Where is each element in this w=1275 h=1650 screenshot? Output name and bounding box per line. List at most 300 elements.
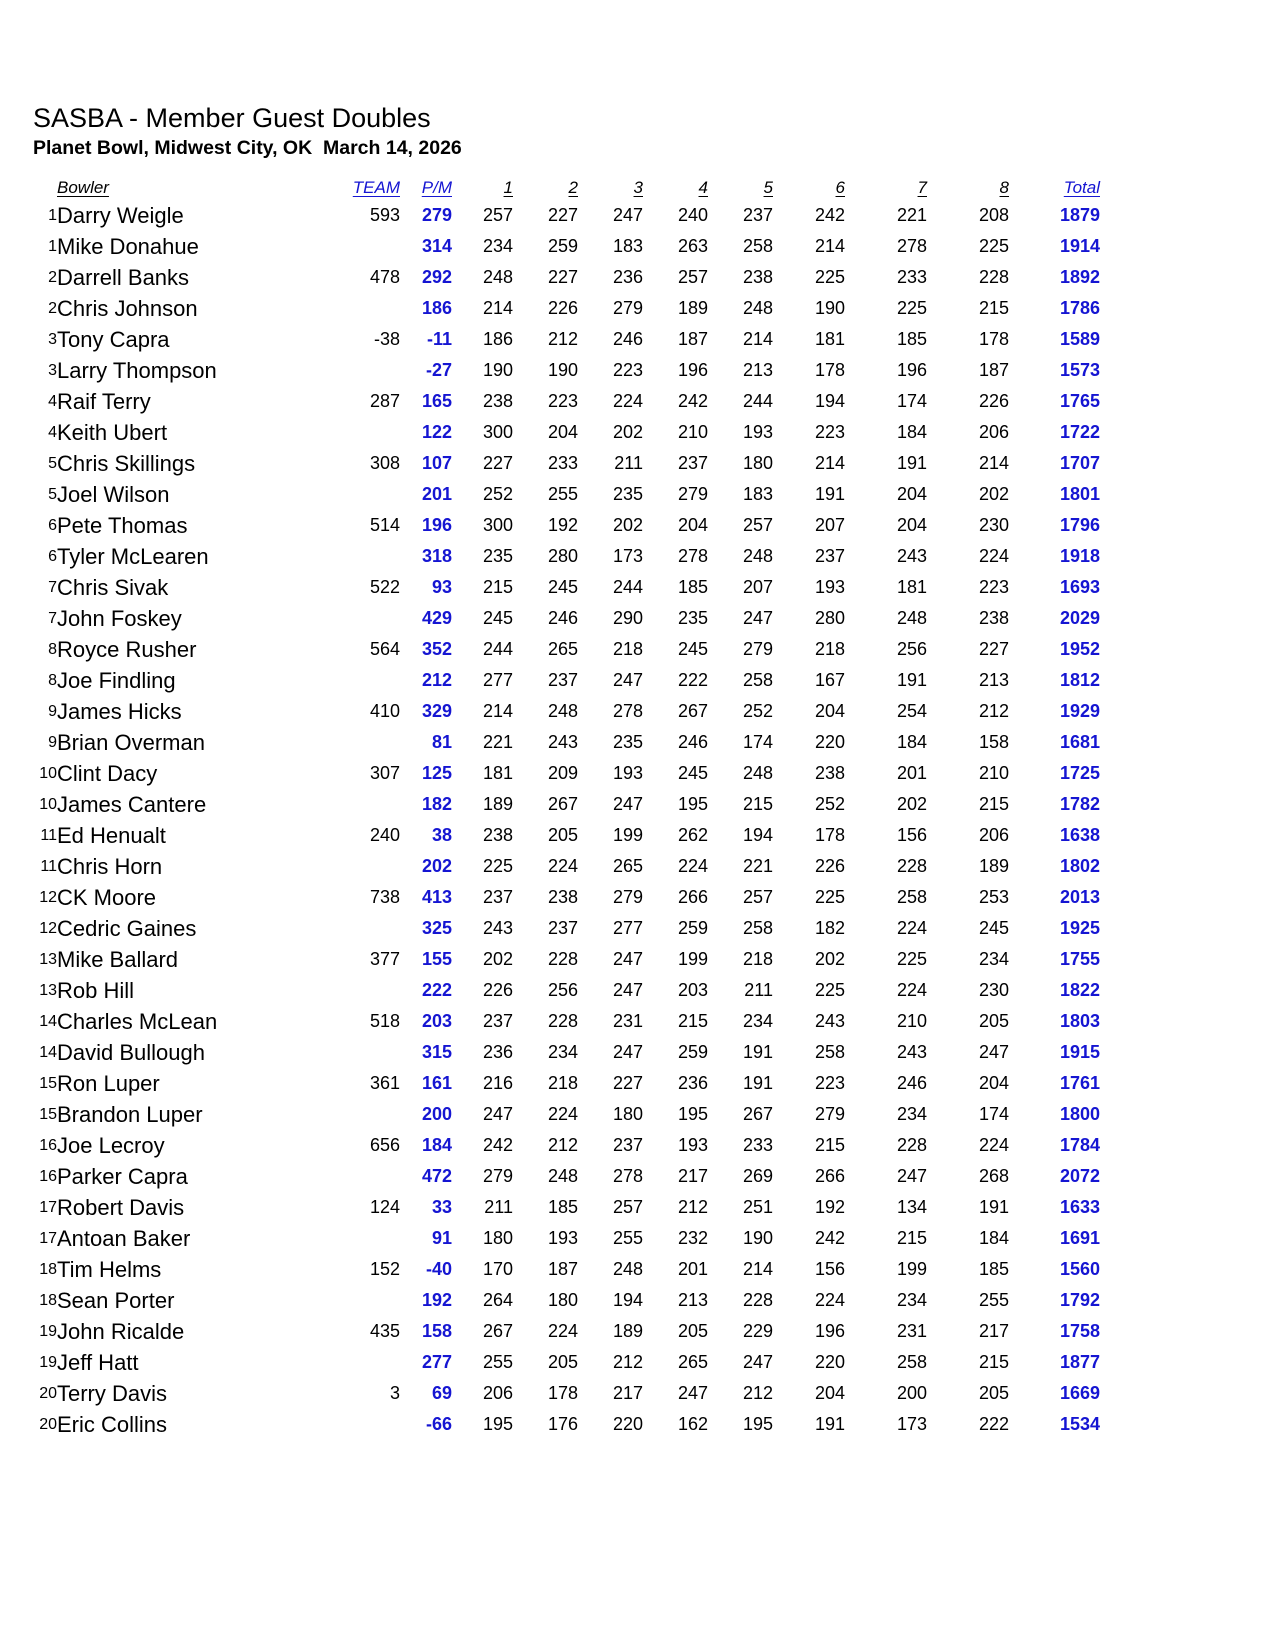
game-4-cell: 213 — [677, 1290, 708, 1310]
game-8-cell: 224 — [978, 546, 1009, 566]
pm-cell: 202 — [421, 856, 452, 876]
game-8-cell: 217 — [978, 1321, 1009, 1341]
table-row — [0, 572, 1100, 603]
game-1-cell: 238 — [482, 825, 513, 845]
game-6-cell: 214 — [814, 453, 845, 473]
bowler-name-cell: Tyler McLearen — [57, 543, 209, 569]
pm-cell: 38 — [431, 825, 452, 845]
bowler-name-cell: Joe Lecroy — [57, 1132, 165, 1158]
game-1-cell: 264 — [482, 1290, 513, 1310]
game-3-cell: 211 — [614, 453, 643, 473]
rank-cell: 1 — [48, 206, 57, 224]
game-4-cell: 267 — [677, 701, 708, 721]
table-row — [0, 1192, 1100, 1223]
game-3-cell: 247 — [612, 205, 643, 225]
table-row — [0, 262, 1100, 293]
game-1-cell: 277 — [482, 670, 513, 690]
table-row — [0, 417, 1100, 448]
game-4-cell: 222 — [677, 670, 708, 690]
total-cell: 1633 — [1059, 1197, 1100, 1217]
team-cell — [340, 727, 400, 758]
game-6-cell: 279 — [814, 1104, 845, 1124]
game-1-cell: 237 — [482, 887, 513, 907]
game-1-cell: 202 — [482, 949, 513, 969]
game-5-cell: 234 — [742, 1011, 773, 1031]
game-6-cell: 226 — [814, 856, 845, 876]
total-cell: 1812 — [1059, 670, 1100, 690]
team-cell — [340, 541, 400, 572]
game-1-cell: 267 — [482, 1321, 513, 1341]
team-cell — [340, 603, 400, 634]
game-6-cell: 266 — [814, 1166, 845, 1186]
game-3-cell: 223 — [612, 360, 643, 380]
game-6-cell: 220 — [814, 1352, 845, 1372]
table-row — [0, 541, 1100, 572]
game-5-cell: 211 — [744, 980, 773, 1000]
table-row — [0, 1409, 1100, 1440]
rank-cell: 16 — [39, 1136, 57, 1154]
game-1-cell: 227 — [482, 453, 513, 473]
game-4-cell: 235 — [677, 608, 708, 628]
bowler-name-cell: Darrell Banks — [57, 264, 190, 290]
game-1-cell: 186 — [482, 329, 513, 349]
bowler-name-cell: Chris Johnson — [57, 295, 198, 321]
table-row — [0, 727, 1100, 758]
team-cell — [340, 1161, 400, 1192]
rank-cell: 17 — [39, 1229, 57, 1247]
game-2-cell: 180 — [547, 1290, 578, 1310]
rank-cell: 18 — [39, 1260, 57, 1278]
game-1-cell: 243 — [482, 918, 513, 938]
game-1-cell: 279 — [482, 1166, 513, 1186]
rank-cell: 6 — [48, 547, 57, 565]
pm-cell: 158 — [421, 1321, 452, 1341]
game-1-cell: 216 — [482, 1073, 513, 1093]
game-1-cell: 190 — [482, 360, 513, 380]
game-3-cell: 255 — [612, 1228, 643, 1248]
game-2-cell: 280 — [547, 546, 578, 566]
game-5-cell: 191 — [742, 1073, 773, 1093]
game-5-cell: 267 — [742, 1104, 773, 1124]
game-3-cell: 278 — [612, 1166, 643, 1186]
game-4-cell: 237 — [677, 453, 708, 473]
game-5-cell: 252 — [742, 701, 773, 721]
game-8-cell: 215 — [978, 1352, 1009, 1372]
game-6-cell: 215 — [814, 1135, 845, 1155]
game-6-cell: 190 — [814, 298, 845, 318]
game-2-cell: 209 — [547, 763, 578, 783]
game-2-cell: 248 — [547, 1166, 578, 1186]
game-5-cell: 221 — [742, 856, 773, 876]
team-cell: -38 — [373, 329, 400, 349]
pm-cell: 93 — [431, 577, 452, 597]
game-5-cell: 190 — [742, 1228, 773, 1248]
game-2-cell: 245 — [547, 577, 578, 597]
game-8-cell: 230 — [978, 515, 1009, 535]
game-3-cell: 278 — [612, 701, 643, 721]
bowler-name-cell: Rob Hill — [57, 977, 135, 1003]
team-cell: 361 — [369, 1073, 400, 1093]
game-8-cell: 247 — [978, 1042, 1009, 1062]
game-8-cell: 189 — [978, 856, 1009, 876]
pm-cell: 292 — [421, 267, 452, 287]
team-cell — [340, 851, 400, 882]
bowler-name-cell: Parker Capra — [57, 1163, 188, 1189]
game-3-cell: 265 — [612, 856, 643, 876]
game-1-cell: 237 — [482, 1011, 513, 1031]
game-4-cell: 247 — [677, 1383, 708, 1403]
team-cell: 564 — [369, 639, 400, 659]
game-1-cell: 189 — [482, 794, 513, 814]
game-1-cell: 181 — [482, 763, 513, 783]
game-7-cell: 210 — [896, 1011, 927, 1031]
game-6-cell: 181 — [814, 329, 845, 349]
pm-cell: 196 — [421, 515, 452, 535]
game-7-cell: 256 — [896, 639, 927, 659]
game-1-cell: 221 — [482, 732, 513, 752]
game-7-cell: 156 — [896, 825, 927, 845]
game-7-cell: 200 — [896, 1383, 927, 1403]
game-7-cell: 228 — [896, 856, 927, 876]
game-1-cell: 214 — [482, 298, 513, 318]
bowler-name-cell: John Foskey — [57, 605, 182, 631]
game-8-cell: 187 — [978, 360, 1009, 380]
game-1-cell: 235 — [482, 546, 513, 566]
rank-cell: 19 — [39, 1353, 57, 1371]
pm-cell: 200 — [421, 1104, 452, 1124]
team-cell — [340, 665, 400, 696]
game-3-cell: 218 — [612, 639, 643, 659]
table-row — [0, 603, 1100, 634]
rank-cell: 2 — [48, 268, 57, 286]
total-cell: 1792 — [1059, 1290, 1100, 1310]
game-3-cell: 279 — [612, 298, 643, 318]
game-4-cell: 204 — [677, 515, 708, 535]
game-7-cell: 196 — [896, 360, 927, 380]
game-7-cell: 248 — [896, 608, 927, 628]
game-2-cell: 190 — [547, 360, 578, 380]
game-6-cell: 223 — [814, 422, 845, 442]
game-5-cell: 258 — [742, 670, 773, 690]
game-1-header: 1 — [503, 178, 513, 197]
game-6-cell: 193 — [814, 577, 845, 597]
game-3-cell: 180 — [612, 1104, 643, 1124]
game-8-cell: 215 — [978, 298, 1009, 318]
rank-cell: 15 — [39, 1105, 57, 1123]
game-3-cell: 277 — [612, 918, 643, 938]
table-row — [0, 386, 1100, 417]
bowler-name-cell: Darry Weigle — [57, 202, 184, 228]
pm-cell: 212 — [421, 670, 452, 690]
pm-cell: 277 — [421, 1352, 452, 1372]
game-1-cell: 252 — [482, 484, 513, 504]
team-cell: 738 — [369, 887, 400, 907]
game-2-cell: 227 — [547, 267, 578, 287]
game-3-cell: 202 — [612, 422, 643, 442]
game-2-cell: 192 — [547, 515, 578, 535]
game-2-cell: 246 — [547, 608, 578, 628]
game-7-cell: 228 — [896, 1135, 927, 1155]
game-2-cell: 212 — [547, 1135, 578, 1155]
game-6-cell: 156 — [814, 1259, 845, 1279]
total-cell: 1761 — [1059, 1073, 1100, 1093]
game-4-cell: 185 — [677, 577, 708, 597]
total-cell: 1803 — [1059, 1011, 1100, 1031]
game-4-cell: 205 — [677, 1321, 708, 1341]
game-6-cell: 225 — [814, 267, 845, 287]
game-1-cell: 242 — [482, 1135, 513, 1155]
rank-cell: 5 — [48, 485, 57, 503]
pm-cell: 182 — [421, 794, 452, 814]
game-4-cell: 266 — [677, 887, 708, 907]
table-row — [0, 448, 1100, 479]
game-7-cell: 278 — [896, 236, 927, 256]
total-cell: 2072 — [1059, 1166, 1100, 1186]
game-2-cell: 256 — [547, 980, 578, 1000]
game-3-cell: 247 — [612, 949, 643, 969]
total-cell: 1722 — [1059, 422, 1100, 442]
table-row — [0, 1378, 1100, 1409]
bowler-name-cell: John Ricalde — [57, 1318, 185, 1344]
pm-cell: 472 — [421, 1166, 452, 1186]
total-cell: 1914 — [1059, 236, 1100, 256]
game-7-cell: 173 — [896, 1414, 927, 1434]
game-5-cell: 251 — [742, 1197, 773, 1217]
game-4-cell: 193 — [677, 1135, 708, 1155]
game-7-cell: 199 — [896, 1259, 927, 1279]
game-8-cell: 227 — [978, 639, 1009, 659]
game-5-cell: 233 — [742, 1135, 773, 1155]
game-8-cell: 191 — [978, 1197, 1009, 1217]
game-3-cell: 247 — [612, 794, 643, 814]
game-5-cell: 191 — [742, 1042, 773, 1062]
game-5-cell: 279 — [742, 639, 773, 659]
table-row — [0, 1223, 1100, 1254]
team-cell: 124 — [369, 1197, 400, 1217]
game-2-cell: 267 — [547, 794, 578, 814]
table-row — [0, 975, 1100, 1006]
pm-cell: 192 — [421, 1290, 452, 1310]
bowler-name-cell: Brian Overman — [57, 729, 205, 755]
total-cell: 1877 — [1059, 1352, 1100, 1372]
pm-cell: -27 — [425, 360, 452, 380]
game-6-cell: 178 — [814, 825, 845, 845]
game-7-cell: 234 — [896, 1104, 927, 1124]
game-5-cell: 237 — [742, 205, 773, 225]
pm-cell: 161 — [421, 1073, 452, 1093]
game-8-cell: 184 — [978, 1228, 1009, 1248]
game-8-cell: 202 — [978, 484, 1009, 504]
game-2-cell: 234 — [547, 1042, 578, 1062]
table-row — [0, 882, 1100, 913]
team-cell: 514 — [369, 515, 400, 535]
game-4-cell: 196 — [677, 360, 708, 380]
rank-cell: 1 — [48, 237, 57, 255]
game-3-cell: 244 — [612, 577, 643, 597]
table-row — [0, 758, 1100, 789]
bowler-name-cell: James Hicks — [57, 698, 182, 724]
bowler-name-cell: Tim Helms — [57, 1256, 162, 1282]
game-4-cell: 278 — [677, 546, 708, 566]
rank-cell: 15 — [39, 1074, 57, 1092]
rank-cell: 20 — [39, 1415, 57, 1433]
table-row — [0, 634, 1100, 665]
game-4-cell: 215 — [677, 1011, 708, 1031]
rank-cell: 7 — [48, 609, 57, 627]
game-3-cell: 217 — [612, 1383, 643, 1403]
game-5-cell: 257 — [742, 515, 773, 535]
game-4-cell: 242 — [677, 391, 708, 411]
game-7-header: 7 — [917, 178, 927, 197]
game-1-cell: 215 — [482, 577, 513, 597]
rank-cell: 10 — [39, 764, 57, 782]
game-5-cell: 248 — [742, 546, 773, 566]
game-4-cell: 217 — [677, 1166, 708, 1186]
game-6-cell: 252 — [814, 794, 845, 814]
total-cell: 1534 — [1059, 1414, 1100, 1434]
game-3-cell: 290 — [612, 608, 643, 628]
game-7-cell: 134 — [896, 1197, 927, 1217]
game-5-cell: 183 — [742, 484, 773, 504]
game-8-cell: 222 — [978, 1414, 1009, 1434]
game-6-cell: 242 — [814, 205, 845, 225]
total-header: Total — [1063, 178, 1100, 197]
pm-cell: 429 — [421, 608, 452, 628]
team-cell: 410 — [369, 701, 400, 721]
game-6-cell: 191 — [814, 1414, 845, 1434]
game-4-cell: 201 — [677, 1259, 708, 1279]
team-cell: 240 — [369, 825, 400, 845]
bowler-name-cell: CK Moore — [57, 884, 157, 910]
game-2-cell: 227 — [547, 205, 578, 225]
game-2-cell: 185 — [547, 1197, 578, 1217]
game-1-cell: 234 — [482, 236, 513, 256]
table-row — [0, 1006, 1100, 1037]
game-8-cell: 210 — [978, 763, 1009, 783]
game-4-cell: 257 — [677, 267, 708, 287]
game-4-cell: 195 — [677, 794, 708, 814]
game-5-cell: 269 — [742, 1166, 773, 1186]
game-7-cell: 184 — [896, 732, 927, 752]
game-4-cell: 265 — [677, 1352, 708, 1372]
game-5-cell: 247 — [742, 1352, 773, 1372]
total-cell: 2029 — [1059, 608, 1100, 628]
game-1-cell: 211 — [484, 1197, 513, 1217]
game-1-cell: 244 — [482, 639, 513, 659]
game-8-cell: 205 — [978, 1011, 1009, 1031]
rank-header — [0, 170, 57, 200]
total-cell: 1800 — [1059, 1104, 1100, 1124]
game-7-cell: 224 — [896, 980, 927, 1000]
total-cell: 1681 — [1059, 732, 1100, 752]
total-cell: 1782 — [1059, 794, 1100, 814]
team-cell — [340, 355, 400, 386]
rank-cell: 2 — [48, 299, 57, 317]
game-2-cell: 259 — [547, 236, 578, 256]
pm-cell: 91 — [431, 1228, 452, 1248]
bowler-name-cell: Terry Davis — [57, 1380, 168, 1406]
game-8-cell: 225 — [978, 236, 1009, 256]
game-4-cell: 259 — [677, 918, 708, 938]
total-cell: 1758 — [1059, 1321, 1100, 1341]
game-1-cell: 257 — [482, 205, 513, 225]
bowler-name-cell: Joel Wilson — [57, 481, 170, 507]
bowler-name-cell: Raif Terry — [57, 388, 151, 414]
rank-cell: 19 — [39, 1322, 57, 1340]
game-3-cell: 246 — [612, 329, 643, 349]
game-4-cell: 210 — [677, 422, 708, 442]
game-8-cell: 174 — [978, 1104, 1009, 1124]
game-5-cell: 248 — [742, 298, 773, 318]
rank-cell: 14 — [39, 1043, 57, 1061]
game-3-cell: 237 — [612, 1135, 643, 1155]
game-4-cell: 224 — [677, 856, 708, 876]
game-6-cell: 191 — [814, 484, 845, 504]
bowler-name-cell: Pete Thomas — [57, 512, 188, 538]
game-3-cell: 173 — [612, 546, 643, 566]
game-2-cell: 237 — [547, 918, 578, 938]
game-8-cell: 214 — [978, 453, 1009, 473]
game-7-cell: 204 — [896, 515, 927, 535]
table-row — [0, 1161, 1100, 1192]
team-cell: 593 — [369, 205, 400, 225]
game-1-cell: 170 — [482, 1259, 513, 1279]
rank-cell: 7 — [48, 578, 57, 596]
pm-cell: 318 — [421, 546, 452, 566]
game-2-cell: 212 — [547, 329, 578, 349]
table-row — [0, 696, 1100, 727]
game-6-cell: 225 — [814, 887, 845, 907]
game-3-cell: 279 — [612, 887, 643, 907]
game-3-cell: 194 — [612, 1290, 643, 1310]
game-8-cell: 204 — [978, 1073, 1009, 1093]
game-2-cell: 238 — [547, 887, 578, 907]
game-7-cell: 225 — [896, 298, 927, 318]
total-cell: 1573 — [1059, 360, 1100, 380]
game-5-cell: 228 — [742, 1290, 773, 1310]
game-6-cell: 238 — [814, 763, 845, 783]
bowler-name-cell: Chris Horn — [57, 853, 163, 879]
bowler-name-cell: David Bullough — [57, 1039, 205, 1065]
game-3-cell: 220 — [612, 1414, 643, 1434]
bowler-name-cell: Ed Henualt — [57, 822, 166, 848]
pm-cell: 69 — [431, 1383, 452, 1403]
game-7-cell: 247 — [896, 1166, 927, 1186]
game-3-cell: 248 — [612, 1259, 643, 1279]
game-2-cell: 218 — [547, 1073, 578, 1093]
rank-cell: 17 — [39, 1198, 57, 1216]
team-cell: 435 — [369, 1321, 400, 1341]
rank-cell: 13 — [39, 981, 57, 999]
team-cell: 478 — [369, 267, 400, 287]
total-cell: 1669 — [1059, 1383, 1100, 1403]
game-4-cell: 279 — [677, 484, 708, 504]
team-cell — [340, 913, 400, 944]
pm-cell: 352 — [421, 639, 452, 659]
game-2-cell: 205 — [547, 825, 578, 845]
total-cell: 1691 — [1059, 1228, 1100, 1248]
game-2-cell: 187 — [547, 1259, 578, 1279]
game-6-cell: 258 — [814, 1042, 845, 1062]
game-2-cell: 193 — [547, 1228, 578, 1248]
game-3-cell: 202 — [612, 515, 643, 535]
game-7-cell: 185 — [896, 329, 927, 349]
game-1-cell: 247 — [482, 1104, 513, 1124]
game-6-cell: 218 — [814, 639, 845, 659]
team-cell — [340, 1409, 400, 1440]
game-5-cell: 258 — [742, 918, 773, 938]
scores-table — [0, 170, 1100, 1440]
